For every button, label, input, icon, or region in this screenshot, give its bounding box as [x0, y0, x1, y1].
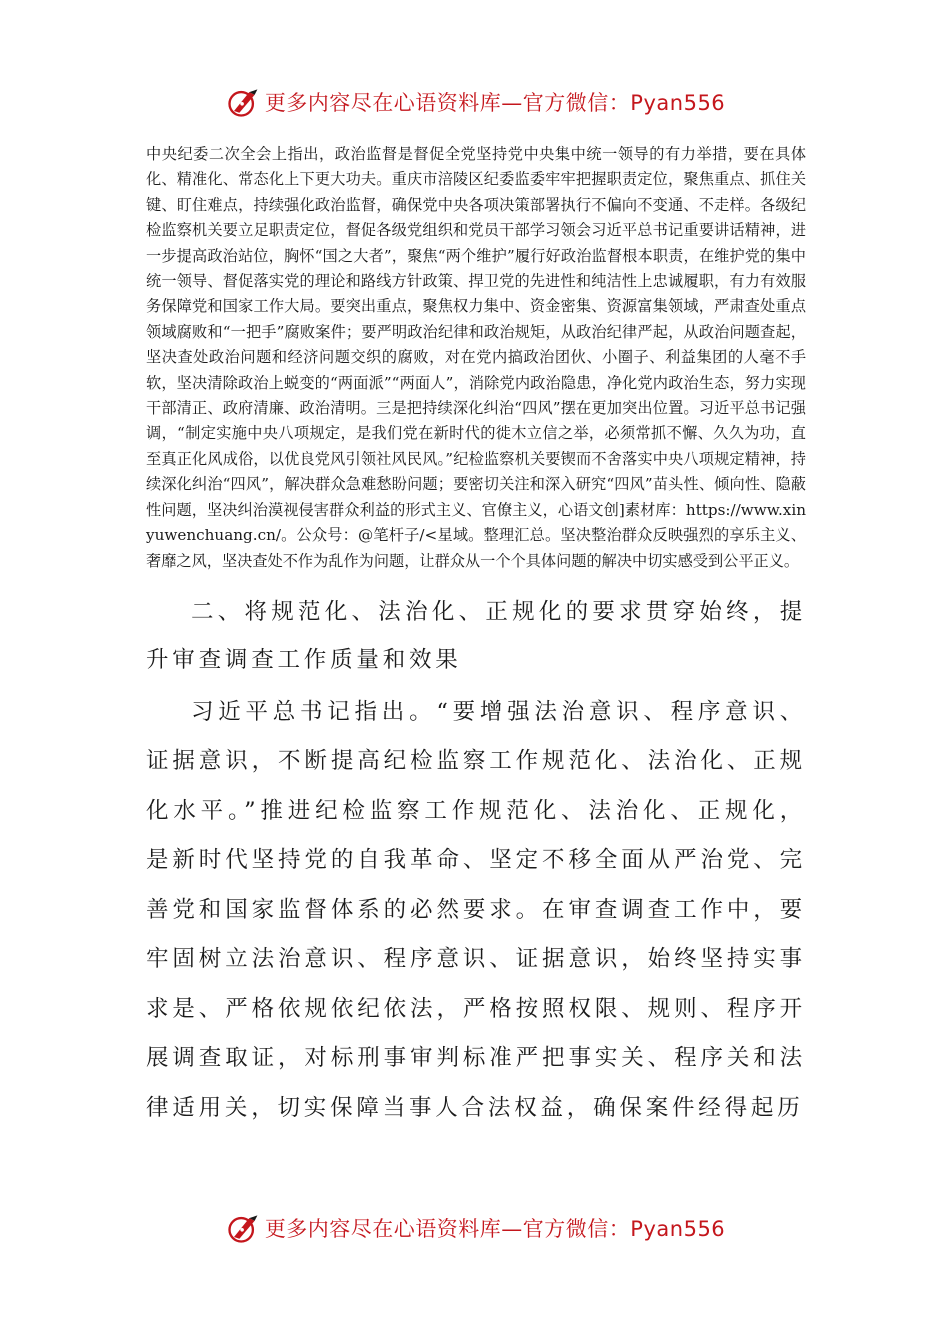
pen-nib-circle-icon: [225, 1210, 261, 1246]
section-heading-two: 二、将规范化、法治化、正规化的要求贯穿始终，提升审查调查工作质量和效果: [146, 598, 806, 673]
banner-text: 更多内容尽在心语资料库—官方微信：Pyan556: [264, 1217, 726, 1241]
document-body: [146, 142, 806, 1133]
paragraph-rule-of-law: 习近平总书记指出。“要增强法治意识、程序意识、证据意识，不断提高纪检监察工作规范化、法治化、正规化水平。”推进纪检监察工作规范化、法治化、正规化，是新时代坚持党的自我革命、坚定不移全面从严治党、完善党和国家监督体系的必然要求。在审查调查工作中，要牢固树立法治意识、程序意识、证据意识，始终坚持实事求是、严格依规依纪依法，严格按照权限、规则、程序开展调查取证，对标刑事审判标准严把事实关、程序关和法律适用关，切实保障当事人合法权益，确保案件经得起历: [146, 698, 806, 1121]
banner-text: 更多内容尽在心语资料库—官方微信：Pyan556: [264, 91, 726, 115]
paragraph-political-supervision: 中央纪委二次全会上指出，政治监督是督促全党坚持党中央集中统一领导的有力举措，要在具体化、精准化、常态化上下更大功夫。重庆市涪陵区纪委监委牢牢把握职责定位，聚焦重点、抓住关键、盯住难点，持续强化政治监督，确保党中央各项决策部署执行不偏向不变通、不走样。各级纪检监察机关要立足职责定位，督促各级党组织和党员干部学习领会习近平总书记重要讲话精神，进一步提高政治站位，胸怀“国之大者”，聚焦“两个维护”履行好政治监督根本职责，在维护党的集中统一领导、督促落实党的理论和路线方针政策、捍卫党的先进性和纯洁性上忠诚履职，有力有效服务保障党和国家工作大局。要突出重点，聚焦权力集中、资金密集、资源富集领域，严肃查处重点领域腐败和“一把手”腐败案件；要严明政治纪律和政治规矩，从政治纪律严起，从政治问题查起，坚决查处政治问题和经济问题交织的腐败，对在党内搞政治团伙、小圈子、利益集团的人毫不手软，坚决清除政治上蜕变的“两面派”“两面人”，消除党内政治隐患，净化党内政治生态，努力实现干部清正、政府清廉、政治清明。三是把持续深化纠治“四风”摆在更加突出位置。习近平总书记强调，“制定实施中央八项规定，是我们党在新时代的徙木立信之举，必须常抓不懈、久久为功，直至真正化风成俗，以优良党风引领社风民风。”纪检监察机关要锲而不舍落实中央八项规定精神，持续深化纠治“四风”，解决群众急难愁盼问题；要密切关注和深入研究“四风”苗头性、倾向性、隐蔽性问题，坚决纠治漠视侵害群众利益的形式主义、官僚主义，心语文创]素材库：https://www.xinyuwenchuang.cn/。公众号：@笔杆子/<星域。整理汇总。坚决整治群众反映强烈的享乐主义、奢靡之风，坚决查处不作为乱作为问题，让群众从一个个具体问题的解决中切实感受到公平正义。: [146, 145, 806, 570]
pen-nib-circle-icon: [225, 84, 261, 120]
footer-watermark-banner: [0, 1208, 950, 1248]
header-watermark-banner: [0, 82, 950, 122]
